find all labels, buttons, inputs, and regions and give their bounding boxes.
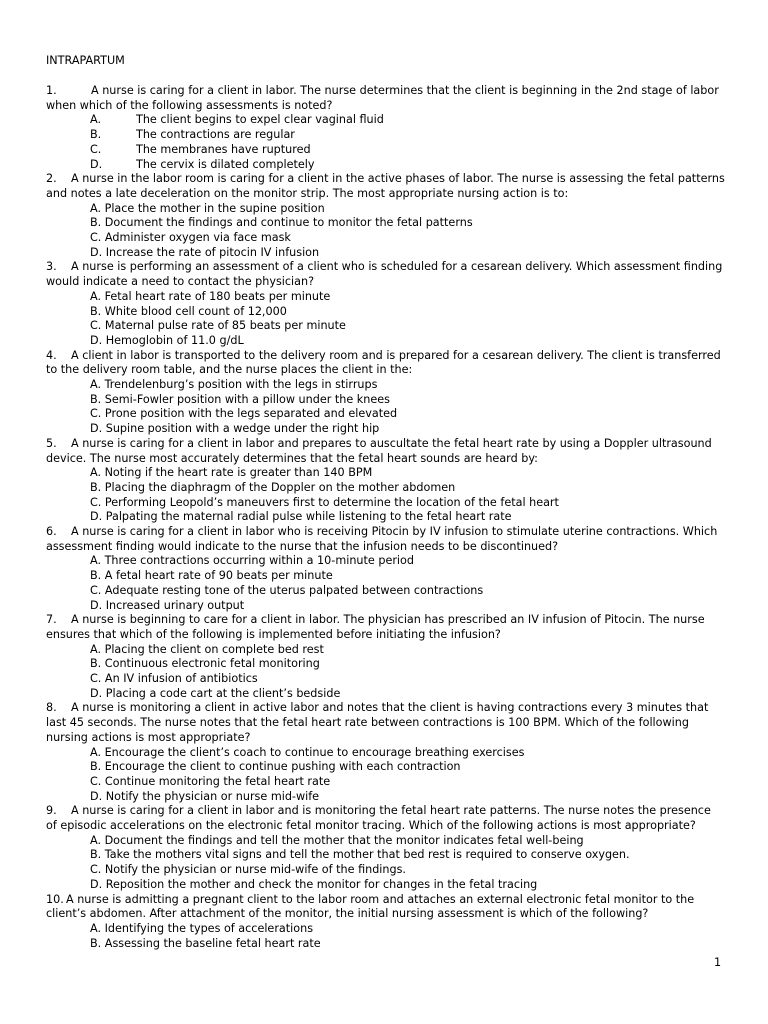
question-text: A nurse is monitoring a client in active labor and notes that the client is having contractions every 3 minutes that: [71, 701, 709, 715]
question-text-line: ensures that which of the following is implemented before initiating the infusion?: [46, 627, 501, 641]
answer-option: C. Prone position with the legs separated and elevated: [90, 407, 398, 421]
question-text-line: and notes a late deceleration on the monitor strip. The most appropriate nursing action is to:: [46, 186, 569, 200]
question-stem: [46, 701, 708, 716]
question-text-line: client’s abdomen. After attachment of the monitor, the initial nursing assessment is which of the following?: [46, 907, 649, 921]
question-stem: [46, 437, 712, 452]
question-text: A nurse is caring for a client in labor and is monitoring the fetal heart rate patterns. The nurse notes the presence: [71, 804, 711, 818]
question-text: A client in labor is transported to the delivery room and is prepared for a cesarean delivery. The client is transferred: [71, 348, 721, 362]
answer-option: [90, 128, 295, 143]
question-stem: [46, 613, 705, 628]
answer-option: C. An IV infusion of antibiotics: [90, 672, 258, 685]
answer-option: A. Place the mother in the supine position: [90, 201, 325, 215]
question-stem: [46, 349, 721, 364]
answer-option: B. Encourage the client to continue pushing with each contraction: [90, 760, 461, 774]
option-letter: C.: [90, 142, 102, 156]
answer-option: C. Administer oxygen via face mask: [90, 231, 291, 244]
question-number: 8.: [46, 701, 57, 715]
question-text: A nurse in the labor room is caring for a client in the active phases of labor. The nurse is assessing the fetal patterns: [71, 172, 725, 186]
option-text: The membranes have ruptured: [136, 142, 311, 156]
question-text: A nurse is performing an assessment of a client who is scheduled for a cesarean delivery. Which assessment finding: [71, 260, 723, 274]
question-number: 1.: [46, 84, 57, 97]
answer-option: D. Hemoglobin of 11.0 g/dL: [90, 333, 244, 347]
option-text: The client begins to expel clear vaginal fluid: [136, 113, 384, 127]
answer-option: D. Supine position with a wedge under the right hip: [90, 422, 380, 436]
answer-option: B. Take the mothers vital signs and tell the mother that bed rest is required to conserve oxygen.: [90, 848, 630, 862]
answer-option: B. Document the findings and continue to monitor the fetal patterns: [90, 216, 473, 230]
question-text-line: device. The nurse most accurately determines that the fetal heart sounds are heard by:: [46, 451, 538, 465]
answer-option: A. Encourage the client’s coach to continue to encourage breathing exercises: [90, 745, 525, 759]
question-text: A nurse is caring for a client in labor and prepares to auscultate the fetal heart rate by using a Doppler ultrasound: [71, 436, 712, 450]
answer-option: D. Reposition the mother and check the monitor for changes in the fetal tracing: [90, 877, 538, 891]
answer-option: D. Palpating the maternal radial pulse while listening to the fetal heart rate: [90, 510, 512, 524]
page-title: INTRAPARTUM: [46, 54, 125, 67]
answer-option: D. Increased urinary output: [90, 598, 245, 612]
answer-option: A. Placing the client on complete bed rest: [90, 642, 324, 656]
answer-option: B. Placing the diaphragm of the Doppler on the mother abdomen: [90, 480, 456, 494]
option-text: The contractions are regular: [136, 128, 295, 142]
answer-option: [90, 113, 384, 128]
answer-option: A. Document the findings and tell the mother that the monitor indicates fetal well-being: [90, 833, 584, 847]
answer-option: [90, 158, 314, 173]
question-number: 10.: [46, 892, 64, 906]
question-stem: [46, 804, 711, 819]
question-text: A nurse is caring for a client in labor who is receiving Pitocin by IV infusion to stimulate uterine contractions. Which: [71, 525, 718, 538]
question-text: A nurse is beginning to care for a client in labor. The physician has prescribed an IV infusion of Pitocin. The nurse: [71, 613, 705, 627]
question-number: 6.: [46, 525, 57, 538]
answer-option: A. Three contractions occurring within a 10-minute period: [90, 554, 414, 568]
answer-option: C. Notify the physician or nurse mid-wife of the findings.: [90, 863, 406, 877]
option-letter: A.: [90, 113, 102, 127]
question-number: 4.: [46, 348, 57, 362]
answer-option: C. Performing Leopold’s maneuvers first to determine the location of the fetal heart: [90, 495, 559, 509]
question-number: 5.: [46, 436, 57, 450]
answer-option: [90, 143, 311, 158]
answer-option: D. Placing a code cart at the client’s bedside: [90, 686, 341, 700]
answer-option: D. Increase the rate of pitocin IV infusion: [90, 245, 320, 259]
question-number: 7.: [46, 613, 57, 627]
question-text-line: would indicate a need to contact the physician?: [46, 275, 315, 289]
answer-option: B. A fetal heart rate of 90 beats per minute: [90, 569, 333, 583]
question-stem: [46, 260, 722, 275]
page-number: 1: [714, 956, 722, 969]
question-text-line: when which of the following assessments is noted?: [46, 98, 333, 112]
answer-option: B. Assessing the baseline fetal heart rate: [90, 936, 321, 950]
option-letter: B.: [90, 128, 102, 142]
answer-option: B. Continuous electronic fetal monitoring: [90, 657, 320, 671]
answer-option: B. Semi-Fowler position with a pillow under the knees: [90, 392, 390, 406]
question-stem: [46, 84, 719, 99]
question-text: A nurse is admitting a pregnant client to the labor room and attaches an external electronic fetal monitor to the: [66, 892, 695, 906]
question-stem: [46, 525, 717, 540]
question-stem: [46, 172, 725, 187]
answer-option: C. Maternal pulse rate of 85 beats per minute: [90, 319, 346, 333]
answer-option: A. Noting if the heart rate is greater than 140 BPM: [90, 466, 373, 480]
option-text: The cervix is dilated completely: [136, 157, 315, 171]
question-text-line: to the delivery room table, and the nurse places the client in the:: [46, 363, 413, 377]
question-number: 3.: [46, 260, 57, 274]
question-text-line: assessment finding would indicate to the nurse that the infusion needs to be discontinued?: [46, 539, 559, 553]
question-text-line: nursing actions is most appropriate?: [46, 730, 251, 744]
answer-option: C. Adequate resting tone of the uterus palpated between contractions: [90, 583, 484, 597]
option-letter: D.: [90, 157, 103, 171]
answer-option: A. Identifying the types of accelerations: [90, 921, 314, 935]
question-stem: [46, 893, 694, 908]
question-number: 9.: [46, 804, 57, 818]
question-text-line: of episodic accelerations on the electronic fetal monitor tracing. Which of the following actions is most appropriate?: [46, 819, 696, 832]
question-number: 2.: [46, 172, 57, 186]
question-text: A nurse is caring for a client in labor. The nurse determines that the client is beginning in the 2nd stage of labor: [91, 84, 719, 97]
answer-option: B. White blood cell count of 12,000: [90, 304, 287, 318]
answer-option: A. Trendelenburg’s position with the legs in stirrups: [90, 378, 378, 391]
answer-option: D. Notify the physician or nurse mid-wife: [90, 789, 320, 803]
answer-option: C. Continue monitoring the fetal heart rate: [90, 774, 331, 788]
answer-option: A. Fetal heart rate of 180 beats per minute: [90, 289, 331, 303]
question-text-line: last 45 seconds. The nurse notes that the fetal heart rate between contractions is 100 BPM. Which of the following: [46, 716, 689, 730]
